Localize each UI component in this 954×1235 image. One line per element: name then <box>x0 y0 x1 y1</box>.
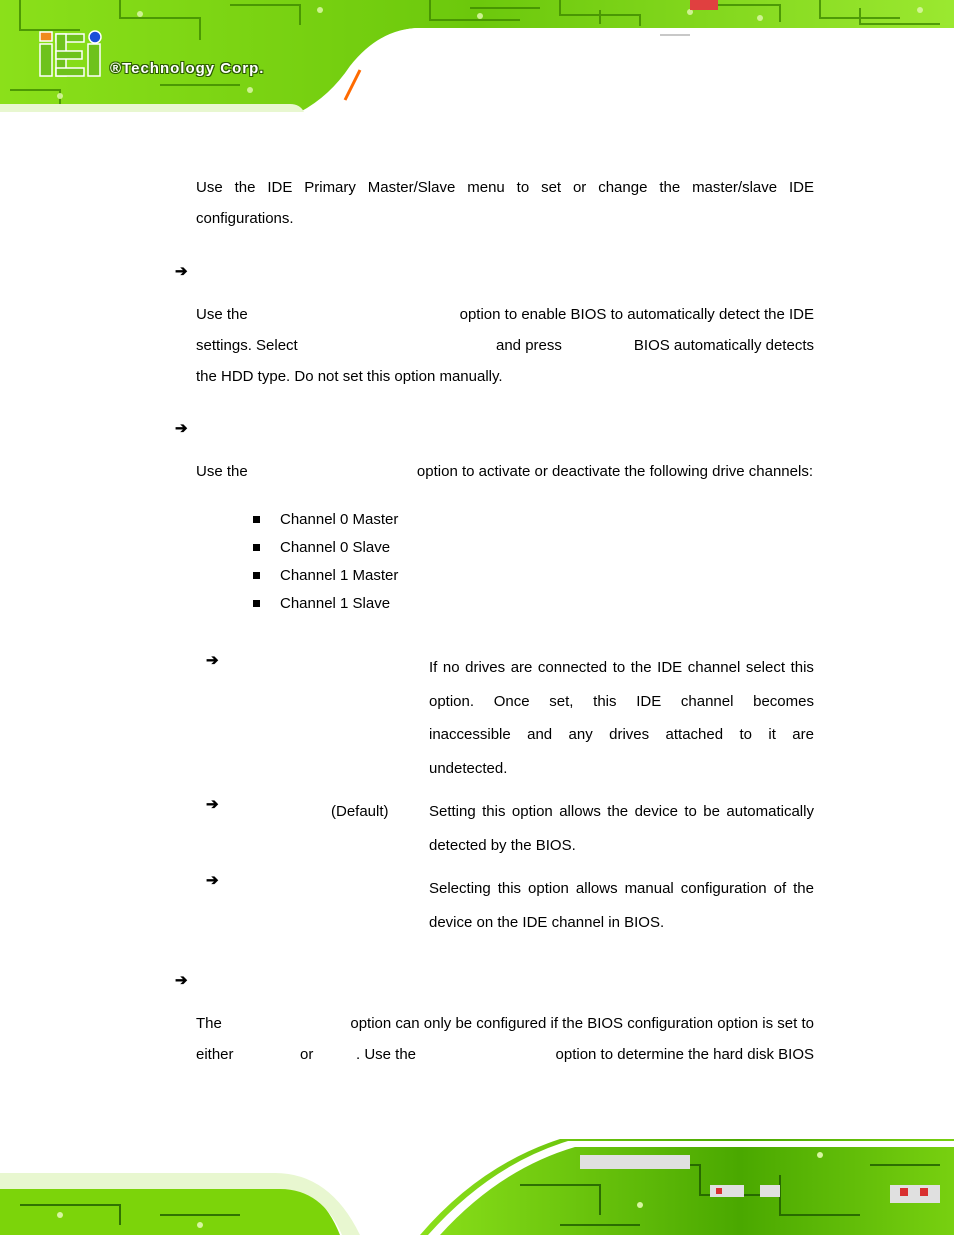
lba-text: The <box>196 1015 222 1032</box>
option-word: set, <box>549 693 574 710</box>
option-word: the <box>630 659 652 676</box>
option-description-line <box>429 727 814 742</box>
option-word: device on the IDE channel in BIOS. <box>429 914 665 931</box>
option-word: and <box>527 726 553 743</box>
option-description-line <box>429 804 814 819</box>
channel-item: Channel 1 Master <box>280 567 399 584</box>
option-word: select <box>745 659 786 676</box>
option-arrow-icon: ➔ <box>206 872 219 889</box>
intro-word: master/slave <box>692 179 778 196</box>
option-word: this <box>593 693 617 710</box>
pcb-header-graphic <box>0 0 954 112</box>
intro-line-1 <box>196 180 814 195</box>
option-word: allows <box>575 880 618 897</box>
channel-item: Channel 0 Slave <box>280 539 391 556</box>
option-word: channel <box>680 693 734 710</box>
section-arrow-icon: ➔ <box>175 420 188 437</box>
option-word: are <box>792 726 814 743</box>
option-word: If <box>429 659 438 676</box>
intro-word: IDE <box>267 179 293 196</box>
option-word: to <box>612 659 626 676</box>
section-arrow-icon: ➔ <box>175 263 188 280</box>
section-arrow-icon: ➔ <box>175 972 188 989</box>
intro-word: IDE <box>788 179 814 196</box>
intro-word: menu <box>467 179 505 196</box>
auto-detect-text: Use the <box>196 306 248 323</box>
iei-logo <box>38 30 108 78</box>
lba-text: . Use the <box>356 1046 417 1063</box>
option-arrow-icon: ➔ <box>206 652 219 669</box>
auto-detect-text: and press <box>496 337 562 354</box>
option-word: are <box>510 659 533 676</box>
bullet-icon <box>253 572 260 579</box>
option-description-line <box>429 761 507 776</box>
pcb-footer-graphic <box>0 1125 954 1235</box>
auto-detect-text: option to enable BIOS to automatically detect the IDE <box>459 306 814 323</box>
option-word: of <box>773 880 787 897</box>
option-word: be <box>703 803 720 820</box>
option-word: attached <box>665 726 724 743</box>
bullet-icon <box>253 600 260 607</box>
auto-detect-text: settings. Select <box>196 337 298 354</box>
intro-word: to <box>516 179 530 196</box>
option-word: IDE <box>636 693 662 710</box>
option-word: the <box>607 803 629 820</box>
intro-word: set <box>541 179 562 196</box>
option-word: option <box>528 880 569 897</box>
intro-word: Primary <box>304 179 356 196</box>
type-text: option to activate or deactivate the following drive channels: <box>416 463 813 480</box>
option-word: drives <box>465 659 506 676</box>
option-word: Selecting <box>429 880 491 897</box>
option-description-line <box>429 694 814 709</box>
option-description-line <box>429 838 576 853</box>
option-word: this <box>497 880 522 897</box>
option-word: inaccessible <box>429 726 511 743</box>
header-banner <box>0 0 954 112</box>
intro-word: the <box>659 179 681 196</box>
option-word: option <box>511 803 553 820</box>
option-word: Once <box>493 693 530 710</box>
type-text: Use the <box>196 463 248 480</box>
intro-word: change <box>598 179 648 196</box>
bullet-icon <box>253 516 260 523</box>
lba-text: option can only be configured if the BIOS configuration option is set to <box>350 1015 814 1032</box>
option-word: manual <box>624 880 674 897</box>
option-word: connected <box>537 659 608 676</box>
auto-detect-text: the HDD type. Do not set this option manually. <box>196 368 503 385</box>
option-default-label: (Default) <box>331 803 389 820</box>
option-word: configuration <box>680 880 767 897</box>
footer-banner <box>0 1125 954 1235</box>
option-word: this <box>482 803 506 820</box>
option-word: the <box>793 880 814 897</box>
option-word: this <box>790 659 814 676</box>
option-description-line <box>429 915 664 930</box>
lba-text: or <box>300 1046 314 1063</box>
option-word: drives <box>609 726 650 743</box>
option-word: IDE <box>657 659 683 676</box>
logo-brand-text: ®Technology Corp. <box>110 60 265 77</box>
intro-word: Use <box>196 179 223 196</box>
option-word: it <box>768 726 776 743</box>
option-word: no <box>442 659 460 676</box>
option-arrow-icon: ➔ <box>206 796 219 813</box>
option-word: automatically <box>726 803 814 820</box>
option-word: option. <box>429 693 475 710</box>
option-word: becomes <box>753 693 814 710</box>
logo-graphic <box>38 30 108 78</box>
option-word: to <box>739 726 752 743</box>
option-word: channel <box>687 659 741 676</box>
option-word: any <box>568 726 593 743</box>
bullet-icon <box>253 544 260 551</box>
option-description-line <box>429 660 814 675</box>
intro-word: or <box>572 179 587 196</box>
option-word: device <box>634 803 678 820</box>
intro-line-2: configurations. <box>196 210 294 227</box>
option-word: allows <box>559 803 601 820</box>
intro-word: the <box>234 179 256 196</box>
option-word: undetected. <box>429 760 508 777</box>
lba-text: either <box>196 1046 234 1063</box>
channel-item: Channel 1 Slave <box>280 595 391 612</box>
intro-word: Master/Slave <box>367 179 456 196</box>
auto-detect-text: BIOS automatically detects <box>633 337 814 354</box>
option-word: to <box>684 803 697 820</box>
option-word: detected by the BIOS. <box>429 837 576 854</box>
lba-text: option to determine the hard disk BIOS <box>555 1046 814 1063</box>
option-description-line <box>429 881 814 896</box>
channel-item: Channel 0 Master <box>280 511 399 528</box>
option-word: Setting <box>429 803 476 820</box>
